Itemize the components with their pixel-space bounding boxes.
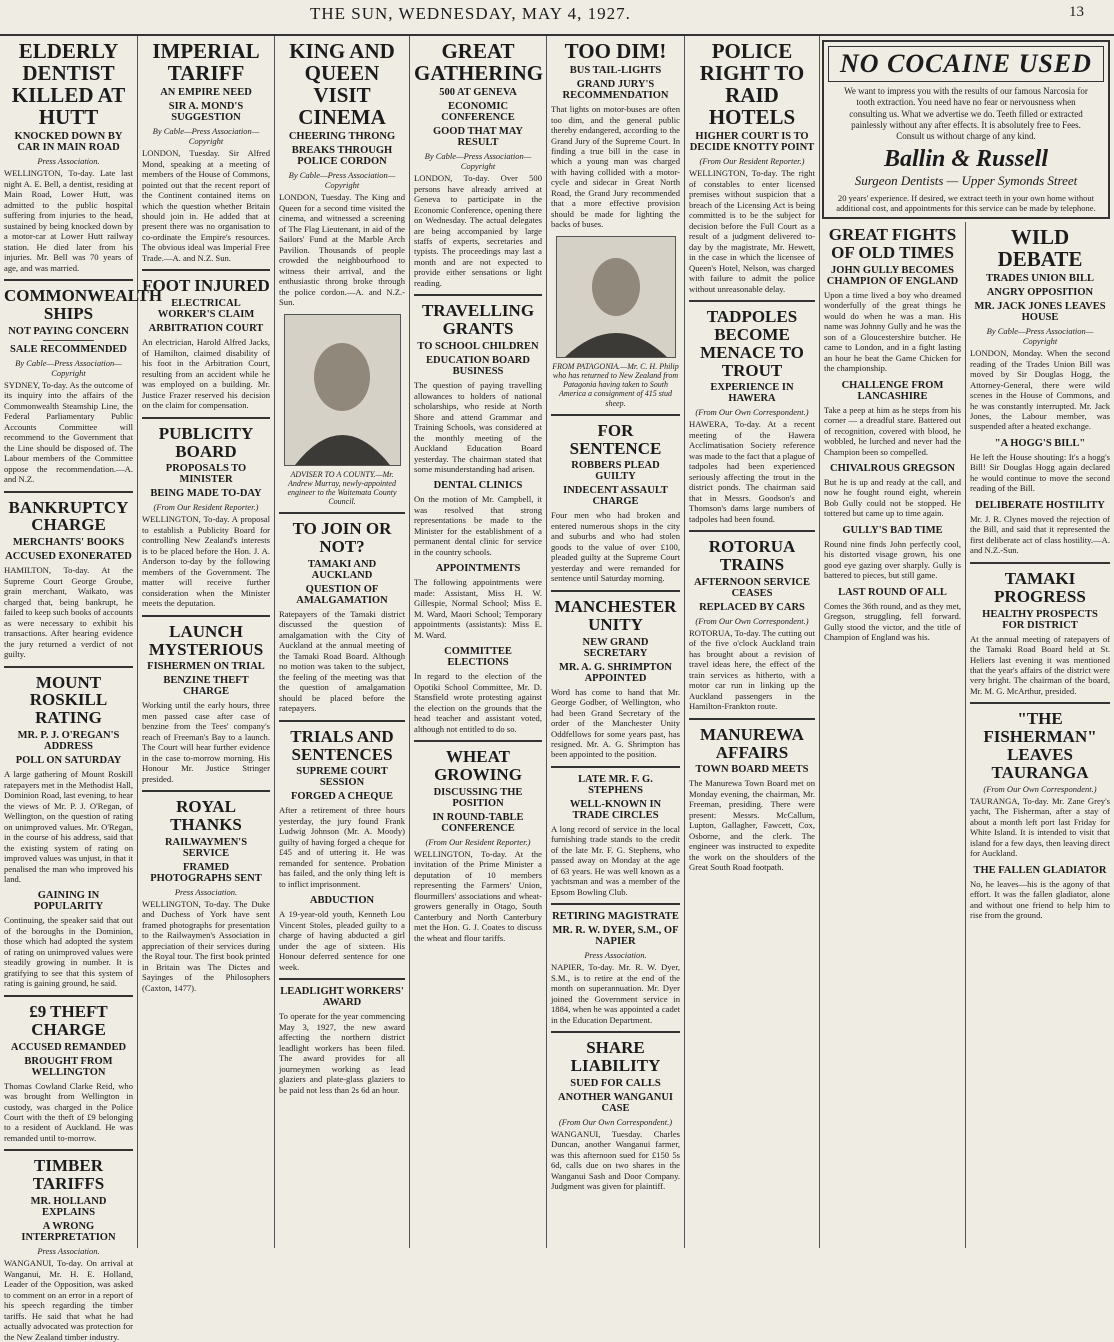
byline: By Cable—Press Association—Copyright xyxy=(986,326,1094,347)
article-body: He left the House shouting: It's a hogg's Bill! Sir Douglas Hogg again declared he would continue to move the second reading of the Bill. xyxy=(970,451,1110,494)
article-body: Round nine finds John perfectly cool, his distorted visage grown, his one good eye gazing over sharply. Gully is battered to pieces, but still game. xyxy=(824,538,961,581)
headline-share-liability: SHARE LIABILITY xyxy=(570,1038,661,1076)
byline: (From Our Resident Reporter.) xyxy=(153,502,259,513)
subhead: TAMAKI AND AUCKLAND xyxy=(307,558,377,581)
article-body: LONDON, To-day. Over 500 persons have already arrived at Geneva to participate in the Economic Conference, opening there on Wednesday. The actual delegates are being accompanied by large staffs of experts, secretaries and typists. The proceedings may last a month and are not expected to provide either sensations or light reading. xyxy=(414,173,542,288)
headline-mount-roskill: MOUNT ROSKILL RATING xyxy=(29,672,108,728)
article-body: In regard to the election of the Opotiki School Committee, Mr. D. Stansfield wrote protesting against the election on the grounds that the head teacher and assistant voted, although not entitled to do so. xyxy=(414,671,542,734)
ad-text: We want to impress you with the results of our famous Narcosia for tooth extraction. You need have no fear or nervousness when consulting us. What we advertise we do. Teeth filled or extracted painlessly without any after effects. It is absolutely free to Fees. Consult us without charge of any kind. xyxy=(844,86,1088,141)
column-8 xyxy=(966,222,1114,1248)
subhead: BROUGHT FROM WELLINGTON xyxy=(24,1055,113,1078)
article-body: That lights on motor-buses are often too dim, and the general public thereby endangered, according to the Grand Jury of the Supreme Court. In finding a true bill in the case in which a young man was charged with having collided with a motor-cycle and sidecar in Great North Road, the Grand Jury recommended that a more effective provision should be made for lighting the backs of buses. xyxy=(551,104,680,230)
headline-to-join: TO JOIN OR NOT? xyxy=(292,519,392,557)
article-body: WANGANUI, Tuesday. Charles Duncan, another Wanganui farmer, was this afternoon sued for £150 5s 6d, calls due on two shares in the Wanganui Sash and Door Company. Judgment was given for plaintiff. xyxy=(551,1128,680,1192)
subhead: GULLY'S BAD TIME xyxy=(842,524,943,536)
subhead: 500 AT GENEVA xyxy=(439,87,517,99)
article-body: HAMILTON, To-day. At the Supreme Court George Groube, grain merchant, Waikato, was charged that, being bankrupt, he failed to keep such books of accounts as were necessary to exhibit his transactions. After hearing evidence the jury returned a verdict of not guilty. xyxy=(4,565,133,660)
headline-retiring-magistrate: RETIRING MAGISTRATE xyxy=(552,911,679,923)
headline-tadpoles: TADPOLES BECOME MENACE TO TROUT xyxy=(700,307,804,380)
byline: By Cable—Press Association—Copyright xyxy=(152,126,260,147)
subhead: JOHN GULLY BECOMES CHAMPION OF ENGLAND xyxy=(826,264,959,287)
subhead: BENZINE THEFT CHARGE xyxy=(163,675,249,698)
subhead: CHIVALROUS GREGSON xyxy=(830,462,955,474)
separator xyxy=(689,300,815,302)
separator xyxy=(279,978,405,980)
separator xyxy=(4,666,133,668)
article-body: Four men who had broken and entered numerous shops in the city and suburbs and who had stolen goods to the value of over £100, pleaded guilty at the Supreme Court yesterday and were remanded for sentence until Saturday morning. xyxy=(551,510,680,584)
article-body: TAURANGA, To-day. Mr. Zane Grey's yacht, The Fisherman, after a stay of about a month left port last Friday for White Island. It is intended to visit that island for a few days, then leaving direct for Auckland. xyxy=(970,795,1110,859)
byline: Press Association. xyxy=(584,950,647,961)
subhead: ARBITRATION COURT xyxy=(148,323,264,335)
subhead: MR. A. G. SHRIMPTON APPOINTED xyxy=(559,661,672,684)
article-body: The question of paying travelling allowances to holders of national scholarships, who reside at North Shore and attend Grammar and Training Schools, was considered at the monthly meeting of the Auckland Education Board yesterday. The chairman stated that some misunderstanding had arisen. xyxy=(414,380,542,474)
headline-manurewa: MANUREWA AFFAIRS xyxy=(700,724,804,762)
ad-firm-subtitle: Surgeon Dentists — Upper Symonds Street xyxy=(854,173,1078,189)
headline-bankruptcy-charge: BANKRUPTCY CHARGE xyxy=(8,497,129,535)
headline-theft-charge: £9 THEFT CHARGE xyxy=(29,1001,108,1039)
article-body: Upon a time lived a boy who dreamed wonderfully of the great things he would do when he was a man. His name was Johnny Gully and he was the son of a Gloucestershire butcher. He came to London, and in a fight lasting an hour he beat the Game Chicken for the championship. xyxy=(824,289,961,374)
subhead: QUESTION OF AMALGAMATION xyxy=(296,583,388,606)
subhead: ABDUCTION xyxy=(309,895,375,907)
column-7-body xyxy=(820,222,966,1248)
headline-timber-tariffs: TIMBER TARIFFS xyxy=(32,1156,105,1194)
column-3 xyxy=(275,36,410,1248)
column-1 xyxy=(0,36,163,1342)
headline-foot-injured: FOOT INJURED xyxy=(142,276,270,296)
article-body: Working until the early hours, three men passed case after case of benzine from the Tees' company's reach of Freeman's Bay to a launch. The Court will hear further evidence in the case to-morrow morning. His Honour Mr. Justice Stringer presided. xyxy=(142,700,270,784)
article-body: A large gathering of Mount Roskill ratepayers met in the Methodist Hall, Dominion Road, last evening, to hear the views of Mr. P. J. O'Regan, of Wellington, on the question of rating on unimproved values. Mr. O'Regan, in the course of his address, said that the existing system of rating on improved values was unjust, in that it penalised the man who improved his land. xyxy=(4,769,133,884)
article-body: Thomas Cowland Clarke Reid, who was brought from Wellington in custody, was charged in the Police Court with the theft of £9 belonging to a resident of Auckland. He was remanded until to-morrow. xyxy=(4,1080,133,1143)
article-body: A 19-year-old youth, Kenneth Lou Vincent Stoles, pleaded guilty to a charge of having abducted a girl under the age of sixteen. His Honour deferred sentence for one week. xyxy=(279,909,405,972)
subhead: A WRONG INTERPRETATION xyxy=(21,1221,116,1244)
article-body: WELLINGTON, To-day. A proposal to establish a Publicity Board for controlling New Zealand's interests is to be placed before the Hon. J. A. Anderson to-day by the following members of the Government. The matter will receive further consideration when the Minister meets the deputation. xyxy=(142,514,270,609)
byline: By Cable—Press Association—Copyright xyxy=(288,170,396,191)
subhead: SALE RECOMMENDED xyxy=(10,343,127,355)
subhead: HIGHER COURT IS TO DECIDE KNOTTY POINT xyxy=(689,131,815,154)
article-body: Word has come to hand that Mr. George Godber, of Wellington, who had been Grand Secretary of the order of the Manchester Unity Oddfellows for some years past, has resigned. Mr. A. G. Shrimpton has been appointed to the position. xyxy=(551,686,680,760)
article-body: To operate for the year commencing May 3, 1927, the new award affecting the northern district leadlight workers has been filed. The award provides for all journeymen working as lead glaziers and plate-glass glaziers to be paid not less than 2s 6d an hour. xyxy=(279,1011,405,1095)
ad-small-print: 20 years' experience. If desired, we extract teeth in your own home without additional cost, and appointments for this service can be made by telephone. xyxy=(836,193,1096,214)
headline-publicity-board: PUBLICITY BOARD xyxy=(158,423,254,461)
separator xyxy=(551,766,680,768)
separator xyxy=(551,1031,680,1033)
subhead: IN ROUND-TABLE CONFERENCE xyxy=(432,811,524,834)
subhead: ELECTRICAL WORKER'S CLAIM xyxy=(157,298,255,321)
byline: Press Association. xyxy=(37,1246,100,1257)
photo-caption: FROM PATAGONIA.—Mr. C. H. Philip who has returned to New Zealand from Patagonia having taken to South America a consignment of 415 stud sheep. xyxy=(552,361,679,408)
headline-police-right: POLICE RIGHT TO RAID HOTELS xyxy=(699,39,805,130)
byline: Press Association. xyxy=(37,156,100,167)
headline-the-fisherman: "THE FISHERMAN" LEAVES TAURANGA xyxy=(983,709,1097,782)
separator xyxy=(970,702,1110,704)
headline-manchester-unity: MANCHESTER UNITY xyxy=(554,596,677,634)
headline-late-stephens: LATE MR. F. G. STEPHENS xyxy=(578,773,653,796)
subhead: LAST ROUND OF ALL xyxy=(838,586,947,598)
subhead: DENTAL CLINICS xyxy=(433,480,523,492)
separator xyxy=(551,590,680,592)
article-body: LONDON, Tuesday. The King and Queen for a second time visited the cinema, and witnessed a screening of The Flag Lieutenant, in aid of the Sailors' Fund at the Marble Arch Pavilion. Thousands of people crowded the neighbourhood to witness their arrival, and the enthusiastic throng broke through the police cordon.—A. and N.Z.-Sun. xyxy=(279,192,405,308)
article-body: Comes the 36th round, and as they met, Gregson, struggling, fell forward. Gully stood the victor, and the title of Champion of England was his. xyxy=(824,600,961,643)
article-body: An electrician, Harold Alfred Jacks, of Hamilton, claimed disability of his foot in the Arbitration Court, resulting from an accident while he was employed on a building. Mr. Justice Frazer reserved his decision on the claim for compensation. xyxy=(142,337,270,411)
article-body: WELLINGTON, To-day. At the invitation of the Prime Minister a deputation of 10 members representing the Farmers' Union, flourmillers' associations and wheat-growers generally in Otago, South Canterbury and North Canterbury met the Hon. G. J. Coates to discuss the wheat and flour tariffs. xyxy=(414,848,542,943)
subhead: DELIBERATE HOSTILITY xyxy=(975,499,1105,511)
subhead: EXPERIENCE IN HAWERA xyxy=(710,382,794,405)
column-5 xyxy=(547,36,685,1248)
subhead: AN EMPIRE NEED xyxy=(160,87,252,99)
subhead: TO SCHOOL CHILDREN xyxy=(417,341,539,353)
subhead: TRADES UNION BILL xyxy=(986,273,1094,285)
headline-wild-debate: WILD DEBATE xyxy=(997,225,1083,272)
subhead: HEALTHY PROSPECTS FOR DISTRICT xyxy=(982,608,1098,631)
subhead: GRAND JURY'S RECOMMENDATION xyxy=(562,79,669,102)
byline: (From Our Resident Reporter.) xyxy=(699,156,805,167)
byline: By Cable—Press Association—Copyright xyxy=(424,151,532,172)
masthead xyxy=(0,0,1114,36)
headline-rotorua-trains: ROTORUA TRAINS xyxy=(708,537,796,575)
dentist-advertisement xyxy=(822,36,1110,223)
subhead: SUED FOR CALLS xyxy=(570,1077,661,1089)
article-body: NAPIER, To-day. Mr. R. W. Dyer, S.M., is to retire at the end of the month on superannuation. Mr. Dyer joined the Government service in 1884, when he was appointed a cadet in the Education Department. xyxy=(551,962,680,1025)
article-body: WELLINGTON, To-day. The Duke and Duchess of York have sent framed photographs for presentation to the Railwaymen's Association in appreciation of their services during the Royal tour. The first book printed in Britain was The Dictes and Sayinges of the Philosophers (Caxton, 1477). xyxy=(142,898,271,993)
subhead: CHEERING THRONG xyxy=(288,131,396,143)
subhead: GOOD THAT MAY RESULT xyxy=(432,126,524,149)
headline-launch-mysterious: LAUNCH MYSTERIOUS xyxy=(148,621,264,659)
portrait-photo xyxy=(556,236,676,358)
subhead: FISHERMEN ON TRIAL xyxy=(147,661,265,673)
article-body: On the motion of Mr. Campbell, it was resolved that strong representations be made to the Minister for the establishment of a permanent dental clinic for service in the country schools. xyxy=(414,494,542,557)
separator xyxy=(4,491,133,493)
headline-travelling-grants: TRAVELLING GRANTS xyxy=(421,301,535,339)
subhead: MR. HOLLAND EXPLAINS xyxy=(30,1196,107,1219)
byline: (From Our Own Correspondent.) xyxy=(983,783,1097,794)
article-body: Continuing, the speaker said that out of the boroughs in the Dominion, those which had adopted the system of rating on unimproved values were steadily growing in number. It is gratifying to see that this system of rating is gaining ground, he said. xyxy=(4,915,133,989)
subhead: ROBBERS PLEAD GUILTY xyxy=(571,460,660,483)
separator xyxy=(142,790,270,792)
subhead: MERCHANTS' BOOKS xyxy=(12,537,125,549)
byline: (From Our Own Correspondent.) xyxy=(695,407,809,418)
subhead: THE FALLEN GLADIATOR xyxy=(973,864,1107,876)
subhead: SUPREME COURT SESSION xyxy=(296,766,388,789)
subhead: DISCUSSING THE POSITION xyxy=(433,786,523,809)
subhead: CHALLENGE FROM LANCASHIRE xyxy=(841,379,944,402)
separator xyxy=(279,512,405,514)
subhead: WELL-KNOWN IN TRADE CIRCLES xyxy=(569,798,662,821)
article-body: WANGANUI, To-day. On arrival at Wanganui, Mr. H. E. Holland, Leader of the Opposition, was asked to comment on an error in a report of his speech regarding the timber tariffs. He said that what he had actually advocated was protection for the New Zealand timber industry. xyxy=(4,1258,133,1342)
headline-great-gathering: GREAT GATHERING xyxy=(414,39,544,86)
byline: (From Our Resident Reporter.) xyxy=(425,836,531,847)
ad-firm-name: Ballin & Russell xyxy=(883,146,1049,173)
column-2 xyxy=(138,36,275,1248)
subhead: RAILWAYMEN'S SERVICE xyxy=(164,836,248,859)
separator xyxy=(970,562,1110,564)
separator xyxy=(414,740,542,742)
separator xyxy=(4,1149,133,1151)
subhead: ECONOMIC CONFERENCE xyxy=(441,101,515,124)
subhead: REPLACED BY CARS xyxy=(699,601,805,613)
article-body: At the annual meeting of ratepayers of the Tamaki Road Board held at St. Heliers last evening it was mentioned that the year's affairs of the district were very bright. The chairman of the board, Mr. M. G. McArthur, presided. xyxy=(970,633,1110,696)
headline-commonwealth-ships: COMMONWEALTH SHIPS xyxy=(4,286,163,323)
separator xyxy=(4,279,133,281)
column-4 xyxy=(410,36,547,1248)
subhead: "A HOGG'S BILL" xyxy=(994,437,1086,449)
page-number: 13 xyxy=(1069,4,1084,20)
article-body: WELLINGTON, To-day. Late last night A. E. Bell, a dentist, residing at Main Road, Lower Hutt, was admitted to the public hospital suffering from injuries to the head, sustained by being knocked down by a motor-car at Lower Hutt railway station. He died later from his injuries. Mr. Bell was 70 years of age, and was married. xyxy=(4,168,133,273)
subhead: ANGRY OPPOSITION xyxy=(986,287,1094,299)
separator xyxy=(142,615,270,617)
separator xyxy=(689,718,815,720)
headline-tamaki-progress: TAMAKI PROGRESS xyxy=(994,568,1086,606)
subhead: EDUCATION BOARD BUSINESS xyxy=(426,355,530,378)
article-body: Ratepayers of the Tamaki district discussed the question of amalgamation with the City of Auckland at the annual meeting of the Tamaki Road Board. Although no motion was taken to the subject, the feeling of the meeting was that the question of amalgamation should be placed before the ratepayers. xyxy=(279,608,405,714)
headline-trials-sentences: TRIALS AND SENTENCES xyxy=(290,726,394,764)
article-body: LONDON, Monday. When the second reading of the Trades Union Bill was moved by Sir Douglas Hogg, the Attorney-General, there were wild scenes in the House of Commons, and he was constantly interrupted. Mr. Jack Jones, the Labour member, was suspended after a heated exchange. xyxy=(970,348,1110,432)
article-body: The Manurewa Town Board met on Monday evening, the chairman, Mr. Freeman, presiding. There were present: Messrs. McCallum, Lupton, Gallagher, Fawcett, Cox, Osborne, and the clerk. The engineer was instructed to expedite the work on the shoulders of the Great South Road footpath. xyxy=(689,778,815,873)
headline-leadlight: LEADLIGHT WORKERS' AWARD xyxy=(280,986,404,1009)
separator xyxy=(689,530,815,532)
article-body: The following appointments were made: Assistant, Miss H. W. Gillespie, Normal School; Miss E. M. Ward, Maori School; Temporary appointments (assistants): Miss E. M. Ward. xyxy=(414,577,542,640)
subhead: ANOTHER WANGANUI CASE xyxy=(557,1091,674,1114)
photo-caption: ADVISER TO A COUNTY.—Mr. Andrew Murray, newly-appointed engineer to the Waitemata County Council. xyxy=(287,469,397,507)
article-body: HAWERA, To-day. At a recent meeting of the Hawera Acclimatisation Society reference was made to the fact that a plague of tadpoles had been experienced seriously affecting the trout in the district ponds. The chairman said that in Messrs. Goodson's and Thomson's dams large numbers of tadpoles had been found. xyxy=(689,419,815,524)
byline: Press Association. xyxy=(174,886,238,897)
subhead: AFTERNOON SERVICE CEASES xyxy=(693,576,811,599)
subhead: COMMITTEE ELECTIONS xyxy=(444,646,512,669)
separator xyxy=(414,294,542,296)
headline-imperial-tariff: IMPERIAL TARIFF xyxy=(152,39,260,86)
subhead: NEW GRAND SECRETARY xyxy=(582,636,649,659)
subhead: MR. P. J. O'REGAN'S ADDRESS xyxy=(17,730,120,753)
subhead: FRAMED PHOTOGRAPHS SENT xyxy=(150,861,262,884)
subhead: SIR A. MOND'S SUGGESTION xyxy=(168,101,244,124)
subhead: BEING MADE TO-DAY xyxy=(150,488,262,500)
subhead: FORGED A CHEQUE xyxy=(290,791,394,803)
subhead: ACCUSED REMANDED xyxy=(10,1041,127,1053)
separator xyxy=(142,417,270,419)
headline-royal-thanks: ROYAL THANKS xyxy=(170,797,242,835)
subhead: GAINING IN POPULARITY xyxy=(33,890,104,913)
separator xyxy=(551,414,680,416)
subhead: NOT PAYING CONCERN xyxy=(8,325,129,337)
subhead: INDECENT ASSAULT CHARGE xyxy=(563,485,668,508)
headline-for-sentence: FOR SENTENCE xyxy=(569,420,662,458)
subhead: PROPOSALS TO MINISTER xyxy=(165,463,247,486)
article-body: No, he leaves—his is the agony of that effort. It was the fallen gladiator, alone and without one friend to help him to rise from the ground. xyxy=(970,878,1110,921)
separator xyxy=(4,995,133,997)
byline: By Cable—Press Association—Copyright xyxy=(15,357,122,378)
article-body: A long record of service in the local furnishing trade stands to the credit of the late Mr. F. G. Stephens, who passed away on Monday at the age of 63 years. He was well known as a yachtsman and was a member of the Epsom Bowling Club. xyxy=(551,823,680,897)
subhead: BREAKS THROUGH POLICE CORDON xyxy=(291,145,393,168)
headline-too-dim: TOO DIM! xyxy=(564,39,667,63)
article-body: But he is up and ready at the call, and now he fought round eight, wherein Bob Gully could not be stopped. He tottered but came up to time again. xyxy=(824,476,961,519)
article-body: After a retirement of three hours yesterday, the jury found Frank Ludwig Johnson (Mr. A. Moody) guilty of having forged a cheque for £45 and of uttering it. He was remanded for sentence. Probation has failed, and the only thing left is to inflict imprisonment. xyxy=(279,805,405,889)
article-body: Take a peep at him as he steps from his corner — a dreadful stare. Battered out of recognition, covered with blood, he wobbled, he lurched and never had the Champion been so compelled. xyxy=(824,404,961,457)
separator xyxy=(142,269,270,271)
column-6 xyxy=(685,36,820,1248)
subhead: TOWN BOARD MEETS xyxy=(695,764,809,776)
subhead: KNOCKED DOWN BY CAR IN MAIN ROAD xyxy=(14,131,123,154)
masthead-title: THE SUN, WEDNESDAY, MAY 4, 1927. xyxy=(310,4,631,23)
article-body: WELLINGTON, To-day. The right of constables to enter licensed premises without suspicion that a breach of the Licensing Act is being committed is to be the subject for decision before the Full Court as a result of a judgment delivered to-day by the magistrate, Mr. Hewett, in the case in which the licensee of Queen's Hotel, Nelson, was charged with failure to admit the police without unreasonable delay. xyxy=(689,168,815,294)
article-body: LONDON, Tuesday. Sir Alfred Mond, speaking at a meeting of members of the House of Commons, pointed out that the recent report of the Continent contained items on which the question whether Britain should join in. He added that at present there was no organisation to co-ordinate the Empire's resources. The obvious ideal was Imperial Free Trade.—A. and N.Z. Sun. xyxy=(142,148,270,263)
article-body: ROTORUA, To-day. The cutting out of the five o'clock Auckland train has brought about a revision of travel ideas here, the effect of the train services as hitherto, with a motor car run in linking up the Auckland passengers in the Hamilton-Frankton route. xyxy=(689,627,815,712)
subhead: BUS TAIL-LIGHTS xyxy=(569,65,662,77)
headline-king-and-queen: KING AND QUEEN VISIT CINEMA xyxy=(289,39,395,130)
subhead: POLL ON SATURDAY xyxy=(15,755,122,767)
headline-great-fights: GREAT FIGHTS OF OLD TIMES xyxy=(828,225,957,262)
ad-headline: NO COCAINE USED xyxy=(828,46,1104,82)
subhead: APPOINTMENTS xyxy=(435,563,521,575)
subhead: ACCUSED EXONERATED xyxy=(5,551,132,563)
portrait-photo xyxy=(284,314,401,466)
byline: (From Our Own Correspondent.) xyxy=(558,1116,673,1127)
separator xyxy=(551,903,680,905)
headline-elderly-dentist: ELDERLY DENTIST KILLED AT HUTT xyxy=(11,39,126,130)
headline-wheat-growing: WHEAT GROWING xyxy=(434,747,522,785)
separator xyxy=(279,720,405,722)
article-body: SYDNEY, To-day. As the outcome of its inquiry into the affairs of the Commonwealth Steamship Line, the Federal Parliamentary Public Accounts Committee will recommend to the Government that the Line should be disposed of. The Labour members of the Committee oppose the recommendation.—A. and N.Z. xyxy=(4,379,133,485)
subhead: MR. R. W. DYER, S.M., OF NAPIER xyxy=(552,925,679,948)
subhead: MR. JACK JONES LEAVES HOUSE xyxy=(974,301,1106,324)
article-body: Mr. J. R. Clynes moved the rejection of the Bill, and said that it represented the first deliberate act of class hostility.—A. and N.Z.-Sun. xyxy=(970,513,1110,556)
byline: (From Our Own Correspondent.) xyxy=(695,615,809,626)
